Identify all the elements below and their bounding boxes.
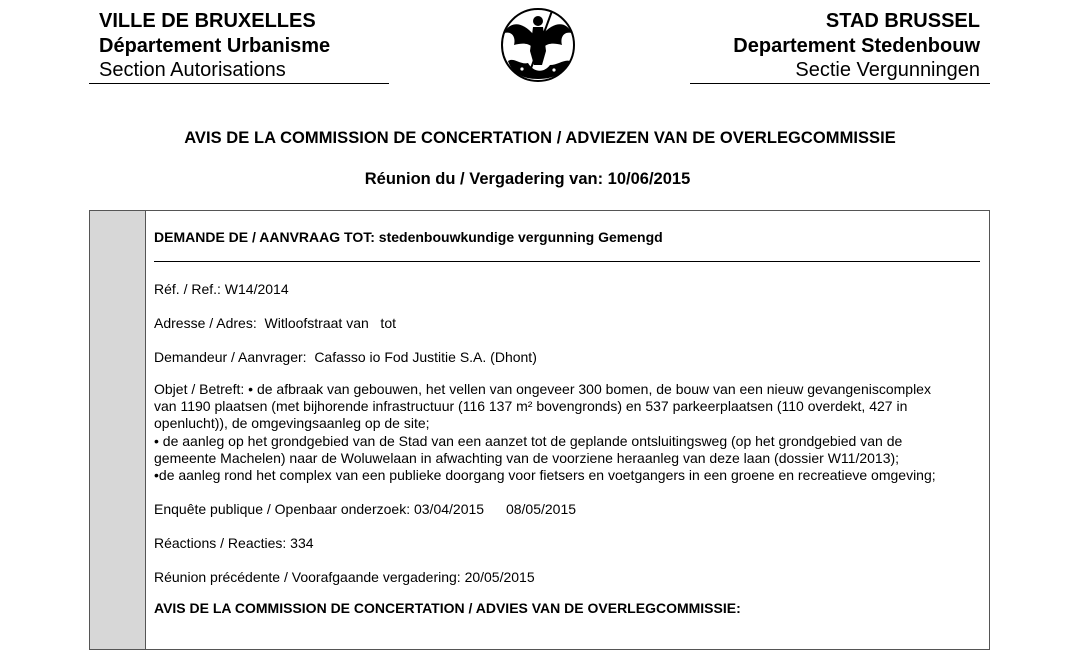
object-line: •de aanleg rond het complex van een publieke doorgang voor fietsers en voetgangers in een groene en recreatieve omgeving;	[154, 467, 936, 484]
previous-meeting: Réunion précédente / Voorafgaande vergadering: 20/05/2015	[154, 569, 535, 585]
department-name-nl: Departement Stedenbouw	[733, 34, 980, 57]
saint-michael-dragon-emblem-icon	[500, 7, 576, 83]
request-box-sidebar	[90, 211, 146, 649]
public-inquiry	[154, 501, 576, 518]
city-name-fr: VILLE DE BRUXELLES	[99, 10, 316, 32]
meeting-date: Réunion du / Vergadering van: 10/06/2015	[364, 170, 691, 188]
applicant-value: Cafasso io Fod Justitie S.A. (Dhont)	[314, 349, 537, 365]
public-inquiry-end: 08/05/2015	[505, 501, 577, 517]
address-label: Adresse / Adres:	[154, 315, 257, 331]
object-line: Objet / Betreft: • de afbraak van gebouwen, het vellen van ongeveer 300 bomen, de bouw van een nieuw gevangeniscomplex	[154, 381, 931, 397]
public-inquiry-start: 03/04/2015	[413, 501, 485, 517]
object-line: gemeente Machelen) naar de Woluwelaan in afwachting van de voorziene heraanleg van deze laan (dossier W11/2013);	[154, 449, 900, 466]
object-description	[154, 381, 980, 484]
object-line: openlucht)), de omgevingsaanleg op de site;	[154, 415, 430, 432]
section-name-nl: Sectie Vergunningen	[795, 59, 980, 81]
address-value: Witloofstraat van tot	[264, 315, 396, 331]
object-line: • de aanleg op het grondgebied van de Stad van een aanzet tot de geplande ontsluitingsweg (op het grondgebied van de	[154, 432, 903, 449]
address	[154, 315, 396, 332]
request-box	[89, 210, 990, 650]
department-name-fr: Département Urbanisme	[99, 34, 331, 57]
request-type: DEMANDE DE / AANVRAAG TOT: stedenbouwkundige vergunning Gemengd	[154, 229, 663, 245]
applicant-label: Demandeur / Aanvrager:	[154, 349, 307, 365]
header-right	[690, 9, 990, 84]
reactions: Réactions / Reacties: 334	[154, 535, 314, 551]
header-right-rule	[690, 83, 990, 84]
document-title: AVIS DE LA COMMISSION DE CONCERTATION / ADVIEZEN VAN DE OVERLEGCOMMISSIE	[184, 129, 896, 147]
reference: Réf. / Ref.: W14/2014	[154, 281, 289, 297]
city-name-nl: STAD BRUSSEL	[825, 10, 980, 32]
commission-advice-heading: AVIS DE LA COMMISSION DE CONCERTATION / ADVIES VAN DE OVERLEGCOMMISSIE:	[154, 600, 741, 616]
section-name-fr: Section Autorisations	[99, 59, 286, 81]
request-type-rule	[154, 261, 980, 262]
applicant	[154, 349, 537, 366]
header-left	[89, 9, 389, 84]
object-line: van 1190 plaatsen (met bijhorende infrastructuur (116 137 m² bovengronds) en 537 parkeerplaatsen (110 overdekt, 427 in	[154, 398, 908, 415]
header-left-rule	[89, 83, 389, 84]
public-inquiry-label: Enquête publique / Openbaar onderzoek:	[154, 501, 411, 517]
